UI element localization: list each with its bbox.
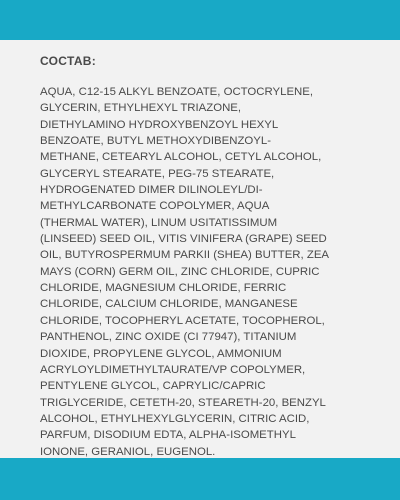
composition-section [40,54,370,460]
ingredients-line: DIETHYLAMINO HYDROXYBENZOYL HEXYL [40,118,279,131]
ingredients-line: MAYS (CORN) GERM OIL, ZINC CHLORIDE, CUPRIC [40,265,320,278]
ingredients-line: IONONE, GERANIOL, EUGENOL. [40,445,216,458]
ingredients-line: HYDROGENATED DIMER DILINOLEYL/DI- [40,184,263,197]
ingredients-line: OIL, BUTYROSPERMUM PARKII (SHEA) BUTTER, ZEA [40,249,330,262]
ingredients-line: PANTHENOL, ZINC OXIDE (CI 77947), TITANIUM [40,331,297,344]
composition-heading: СОСТАВ: [40,54,97,68]
ingredients-list [40,84,370,460]
ingredients-line: METHYLCARBONATE COPOLYMER, AQUA [40,200,270,213]
ingredients-line: (THERMAL WATER), LINUM USITATISSIMUM [40,216,278,229]
ingredients-line: PENTYLENE GLYCOL, CAPRYLIC/CAPRIC [40,380,266,393]
ingredients-line: GLYCERIN, ETHYLHEXYL TRIAZONE, [40,102,242,115]
ingredients-line: DIOXIDE, PROPYLENE GLYCOL, AMMONIUM [40,347,282,360]
ingredients-line: CHLORIDE, MAGNESIUM CHLORIDE, FERRIC [40,282,287,295]
ingredients-line: GLYCERYL STEARATE, PEG-75 STEARATE, [40,167,275,180]
ingredients-line: (LINSEED) SEED OIL, VITIS VINIFERA (GRAPE) SEED [40,233,327,246]
ingredients-line: ACRYLOYLDIMETHYLTAURATE/VP COPOLYMER, [40,363,306,376]
ingredients-line: CHLORIDE, TOCOPHERYL ACETATE, TOCOPHEROL, [40,314,325,327]
ingredients-line: CHLORIDE, CALCIUM CHLORIDE, MANGANESE [40,298,298,311]
ingredients-line: METHANE, CETEARYL ALCOHOL, CETYL ALCOHOL, [40,151,322,164]
ingredients-line: PARFUM, DISODIUM EDTA, ALPHA-ISOMETHYL [40,429,296,442]
ingredients-line: ALCOHOL, ETHYLHEXYLGLYCERIN, CITRIC ACID, [40,412,310,425]
top-color-band [0,0,400,40]
ingredients-line: AQUA, C12-15 ALKYL BENZOATE, OCTOCRYLENE, [40,86,314,98]
ingredients-line: TRIGLYCERIDE, CETETH-20, STEARETH-20, BENZYL [40,396,326,409]
ingredients-line: BENZOATE, BUTYL METHOXYDIBENZOYL- [40,135,272,148]
bottom-color-band [0,458,400,500]
